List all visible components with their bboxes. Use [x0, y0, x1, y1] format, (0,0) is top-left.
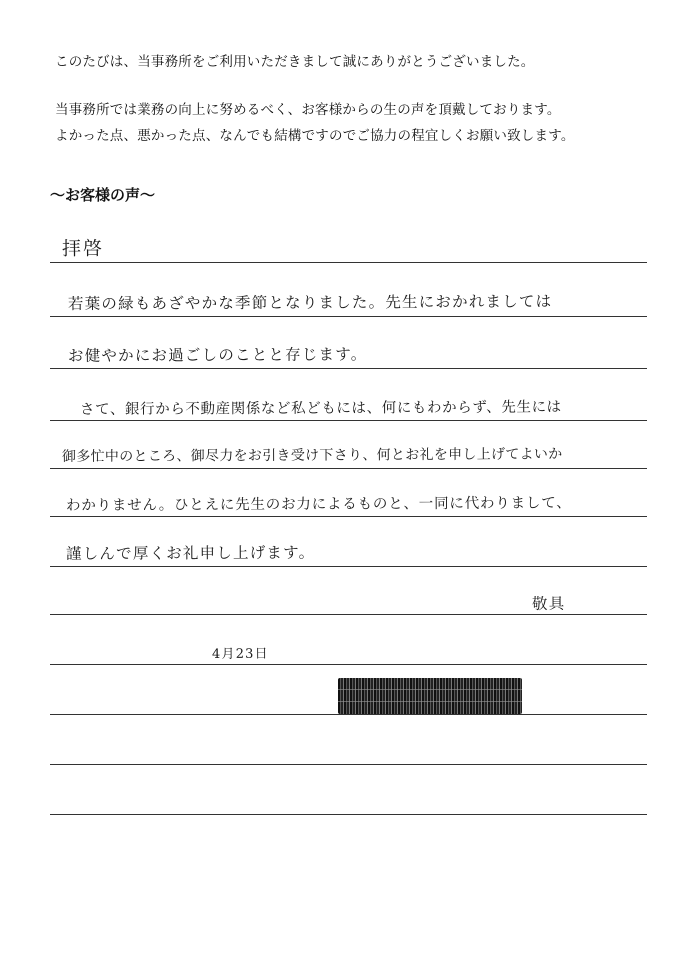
customer-voice-heading: ～お客様の声～: [50, 186, 156, 204]
ruled-line: [50, 516, 647, 517]
ruled-line: [50, 814, 647, 815]
intro-purpose-text: 当事務所では業務の向上に努めるべく、お客様からの生の声を頂戴しております。: [55, 102, 561, 118]
letter-salutation: 拝啓: [61, 237, 105, 260]
ruled-line: [50, 664, 647, 665]
letter-closing: 敬具: [531, 594, 566, 613]
ruled-line: [50, 566, 647, 567]
ruled-line: [50, 262, 647, 263]
letter-date: 4月23日: [211, 646, 269, 662]
letter-line: 御多忙中のところ、御尽力をお引き受け下さり、何とお礼を申し上げてよいか: [61, 446, 563, 465]
ruled-line: [50, 614, 647, 615]
ruled-line: [50, 316, 647, 317]
letter-line: お健やかにお過ごしのことと存じます。: [67, 345, 368, 365]
ruled-line: [50, 368, 647, 369]
ruled-line: [50, 714, 647, 715]
ruled-line: [50, 420, 647, 421]
intro-thanks-text: このたびは、当事務所をご利用いただきまして誠にありがとうございました。: [55, 54, 535, 70]
letter-line: 謹しんで厚くお礼申し上げます。: [65, 543, 316, 563]
letter-line: さて、銀行から不動産関係など私どもには、何にもわからず、先生には: [79, 399, 562, 418]
letter-line: わかりません。ひとえに先生のお力によるものと、一同に代わりまして、: [65, 495, 572, 514]
redacted-signature-block: [338, 678, 522, 714]
ruled-line: [50, 468, 647, 469]
intro-request-text: よかった点、悪かった点、なんでも結構ですのでご協力の程宜しくお願い致します。: [55, 128, 575, 144]
letter-line: 若葉の緑もあざやかな季節となりました。先生におかれましては: [67, 292, 553, 313]
ruled-line: [50, 764, 647, 765]
